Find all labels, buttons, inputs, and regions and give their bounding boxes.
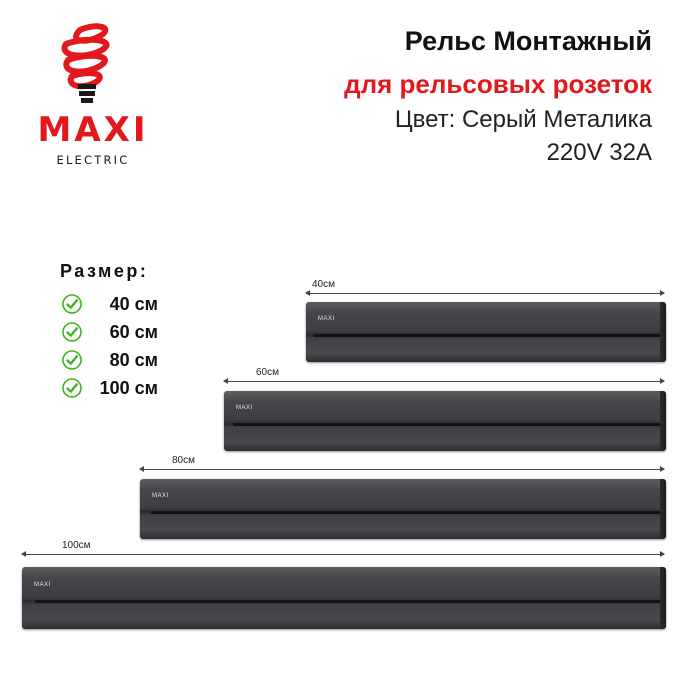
dimension-arrow <box>306 293 664 294</box>
dimension-arrow <box>22 554 664 555</box>
logo-subtitle: ELECTRIC <box>56 153 130 167</box>
brand-logo <box>28 18 152 168</box>
check-circle-icon <box>62 294 82 314</box>
rail-end-cap <box>660 391 666 451</box>
dimension-label: 40см <box>312 279 335 290</box>
rail-end-cap <box>660 479 666 539</box>
size-item-80 <box>62 346 158 374</box>
dimension-arrow <box>224 381 664 382</box>
rail-slot <box>233 423 662 426</box>
dimension-label: 100см <box>62 540 91 551</box>
rail-body <box>22 567 666 629</box>
size-label: 60 см <box>109 321 158 342</box>
rail-brand-mark: MAXI <box>236 405 253 412</box>
electrical-spec: 220V 32A <box>546 139 652 166</box>
dimension-label: 80см <box>172 455 195 466</box>
rail-slot <box>151 511 661 514</box>
rail-slot <box>35 600 660 603</box>
lamp-spiral-icon <box>28 18 152 118</box>
rail-end-cap <box>660 302 666 362</box>
color-spec: Цвет: Серый Металика <box>394 106 652 133</box>
product-subtitle: для рельсовых розеток <box>344 69 652 99</box>
rail-brand-mark: MAXI <box>152 493 169 500</box>
rail-end-cap <box>660 567 666 629</box>
rail-body <box>306 302 666 362</box>
size-item-60 <box>62 318 158 346</box>
rail-brand-mark: MAXI <box>34 581 51 588</box>
size-label: 80 см <box>109 349 158 370</box>
check-circle-icon <box>62 378 82 398</box>
dimension-arrow <box>140 469 664 470</box>
size-item-40 <box>62 290 158 318</box>
rail-brand-mark: MAXI <box>318 316 335 323</box>
dimension-label: 60см <box>256 367 279 378</box>
rail-slot <box>313 334 662 337</box>
size-list <box>62 290 158 402</box>
logo-wordmark: MAXI <box>37 110 149 150</box>
size-heading: Размер: <box>60 261 149 281</box>
size-label: 40 см <box>109 293 158 314</box>
product-title: Рельс Монтажный <box>404 26 652 56</box>
check-circle-icon <box>62 322 82 342</box>
rail-body <box>140 479 666 539</box>
size-label: 100 см <box>99 377 158 398</box>
check-circle-icon <box>62 350 82 370</box>
size-item-100 <box>62 374 158 402</box>
rail-body <box>224 391 666 451</box>
